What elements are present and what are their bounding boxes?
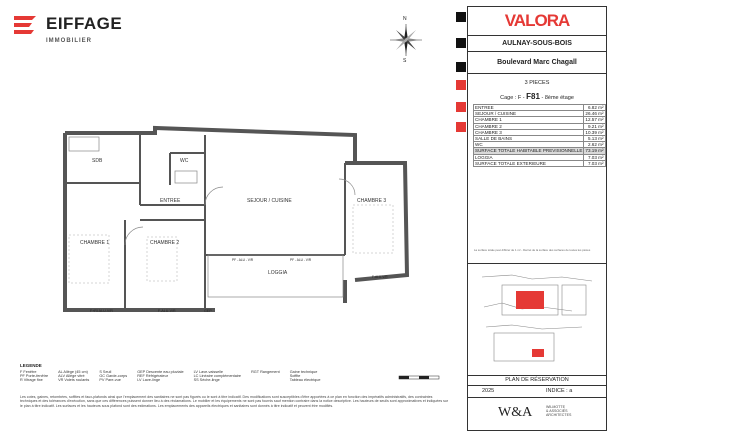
compass-rose-icon — [388, 20, 424, 60]
eiffage-logo-mark — [12, 14, 40, 38]
area-label: SEJOUR / CUISINE — [474, 111, 584, 117]
area-label: SURFACE TOTALE EXTERIEURE — [474, 160, 584, 166]
legend-title: LEGENDE — [20, 363, 42, 368]
brand-subtitle: IMMOBILIER — [46, 38, 92, 44]
architect-name-3: ARCHITECTES — [546, 413, 572, 418]
legend-item: PV Pare-vue — [99, 378, 121, 382]
cage-sep: - — [522, 95, 525, 101]
lot-number: F81 — [526, 92, 540, 101]
legend-col-2 — [58, 370, 89, 382]
legend-item: R Vitrage fixe — [20, 378, 43, 382]
floor-plan — [55, 125, 425, 320]
legend-item: GC Garde-corps — [99, 374, 128, 378]
room-label-chambre1: CHAMBRE 1 — [80, 240, 110, 246]
area-label: SALLE DE BAINS — [474, 135, 584, 141]
legend-item: F Fenêtre — [20, 370, 37, 374]
legend-item: SS Sèche-linge — [193, 378, 220, 382]
plan-tag-bottom-2: F-ALU-V/R — [158, 309, 176, 313]
area-row — [474, 148, 606, 154]
reservation-year: 2025 — [482, 388, 495, 394]
area-value: 6.82 m² — [584, 105, 605, 111]
side-marker-red — [456, 80, 466, 90]
legend-item: RGT Rangement — [251, 370, 280, 374]
legend-item: VR Volets roulants — [58, 378, 90, 382]
scale-bar — [398, 375, 440, 381]
area-label: SURFACE TOTALE HABITABLE PREVISIONNELLE — [475, 148, 583, 154]
room-label-loggia: LOGGIA — [268, 270, 288, 276]
reservation-indice: INDICE : a — [546, 388, 573, 394]
project-street: Boulevard Marc Chagall — [497, 59, 577, 66]
legend-item: LV Lave-linge — [137, 378, 161, 382]
plan-tag-bottom-3: GEP — [204, 309, 212, 313]
area-label: CHAMBRE 1 — [474, 117, 584, 123]
legend-item: Tableau électrique — [289, 378, 321, 382]
architect-logo: W&A — [498, 405, 533, 420]
compass-south-label: S — [403, 58, 407, 64]
lot-line — [468, 92, 606, 101]
legend-col-3 — [99, 370, 127, 382]
legend-col-7 — [290, 370, 321, 382]
cage-label: Cage : — [500, 95, 517, 101]
apartment-type: 3 PIECES — [524, 80, 550, 86]
side-marker — [456, 12, 466, 22]
area-value: 26.46 m² — [585, 111, 604, 117]
side-marker — [456, 38, 466, 48]
room-label-sejour: SEJOUR / CUISINE — [247, 198, 292, 204]
areas-table — [473, 104, 606, 167]
side-marker — [456, 62, 466, 72]
project-logo: VALORA — [504, 11, 570, 30]
legend-item: Gaine technique — [289, 370, 318, 374]
project-city: AULNAY-SOUS-BOIS — [502, 40, 572, 47]
legend-item: AL Allège (45 cm) — [58, 370, 88, 374]
plan-tag-loggia-1: PF - ALU - V/R — [232, 258, 254, 262]
area-label: ENTREE — [474, 105, 584, 111]
brand-name: EIFFAGE — [46, 14, 123, 33]
floor-label: - 8ème étage — [541, 95, 574, 101]
area-value: 12.57 m² — [585, 117, 604, 123]
legend-col-5 — [194, 370, 242, 382]
legend-col-6 — [251, 370, 280, 382]
legend-item: LV Lave-vaisselle — [193, 370, 224, 374]
legend-item: S Seuil — [99, 370, 112, 374]
area-value: 5.13 m² — [584, 135, 605, 141]
reservation-title: PLAN DE RÉSERVATION — [505, 377, 569, 383]
legend-col-4 — [137, 370, 183, 382]
compass-north-label: N — [403, 16, 407, 22]
architect-name — [546, 405, 571, 418]
plan-tag-right: F-ALU-V/R — [372, 275, 388, 279]
area-label: CHAMBRE 3 — [474, 129, 584, 135]
area-value: 73.19 m² — [585, 148, 604, 154]
area-label: WC — [474, 142, 584, 148]
area-value: 2.62 m² — [584, 142, 605, 148]
legend-item: LC Linéaire complémentaire — [193, 374, 242, 378]
plan-tag-loggia-2: PF - ALU - V/R — [290, 258, 312, 262]
legend-col-1 — [20, 370, 48, 382]
room-label-wc: WC — [180, 158, 189, 164]
legend-item: PF Porte-fenêtre — [20, 374, 49, 378]
legend-item: ALV Allège vitré — [58, 374, 85, 378]
area-value: 9.21 m² — [584, 123, 605, 129]
side-marker-red — [456, 122, 466, 132]
architect-name-1: WILMOTTE — [546, 405, 565, 409]
disclaimer-text: Les cotes, gaines, retombées, soffites et faux-plafonds ainsi que l'emplacement des sanitaires ne sont pas figurés ou le sont à titre indicatif. Des modifications sont susceptibles d'être apportées à ce plan en fonction des impératifs administratifs, des contraintes techniques et des tolérances d'exécution, sans que ces différences puissent donner lieu à des réclamations. Le mobilier et les équipements ne sont pas fournis sauf mention contraire dans la notice descriptive. Les hauteurs de seuils sont approximatives et indiquées sur le plan à titre indicatif. Les surfaces et les hauteurs sous plafond sont des estimations. Les emplacements des appareils électriques et sanitaires sont donnés à titre indicatif et peuvent être modifiés. — [20, 395, 449, 408]
area-value: 7.03 m² — [584, 154, 605, 160]
room-label-chambre2: CHAMBRE 2 — [150, 240, 180, 246]
area-label: LOGGIA — [474, 154, 584, 160]
plan-tag-bottom-1: F+RI ALU-V/R — [90, 309, 113, 313]
info-panel — [467, 6, 607, 431]
legend — [20, 370, 321, 382]
area-row — [474, 160, 606, 166]
legend-item: REF Réfrigérateur — [137, 374, 168, 378]
side-marker-red — [456, 102, 466, 112]
architect-name-2: & ASSOCIÉS — [546, 409, 568, 414]
room-label-chambre3: CHAMBRE 3 — [357, 198, 387, 204]
area-value: 10.39 m² — [585, 129, 604, 135]
area-label: CHAMBRE 2 — [474, 123, 584, 129]
area-note: La surface totale peut différer de 1 m² - Décret de la surface des surfaces de toutes les pièces — [474, 248, 591, 252]
room-label-sdb: SDB — [92, 158, 103, 164]
legend-item: GEP Descente eau pluviale — [137, 370, 184, 374]
cage-value: F — [517, 95, 522, 101]
site-plan — [472, 267, 602, 373]
room-label-entree: ENTREE — [160, 198, 181, 204]
area-value: 7.03 m² — [584, 160, 605, 166]
legend-item: Soffite — [289, 374, 301, 378]
